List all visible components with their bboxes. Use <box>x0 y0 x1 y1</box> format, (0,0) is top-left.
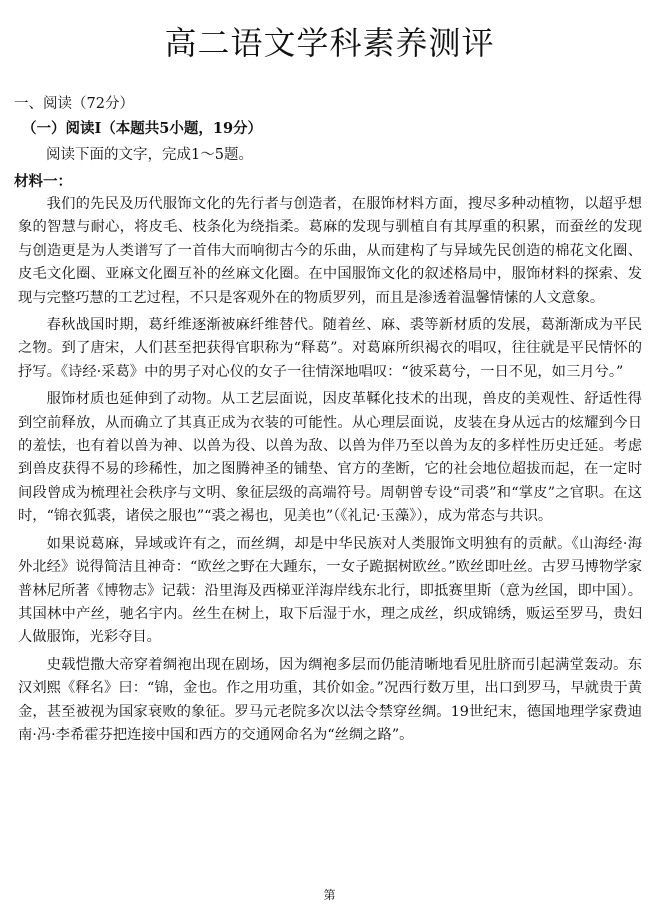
material-body <box>18 193 642 751</box>
paragraph: 服饰材质也延伸到了动物。从工艺层面说，因皮革鞣化技术的出现，兽皮的美观性、舒适性得到空前释放，从而确立了其真正成为衣装的可能性。从心理层面说，皮装在身从远古的炫耀到今日的羞怯，也有着以兽为神、以兽为役、以兽为敌、以兽为伴乃至以兽为友的多样性历史迁延。考虑到兽皮获得不易的珍稀性，加之图腾神圣的铺垫、官方的垄断，它的社会地位超拔而起，在一定时间段曾成为梳理社会秩序与文明、象征层级的高端符号。周朝曾专设“司裘”和“掌皮”之官职。在这时，“锦衣狐裘，诸侯之服也”“裘之裼也，见美也”（《礼记·玉藻》），成为常态与共识。 <box>18 391 642 525</box>
paragraph: 我们的先民及历代服饰文化的先行者与创造者，在服饰材料方面，搜尽多种动植物，以超乎想象的智慧与耐心，将皮毛、枝条化为绕指柔。葛麻的发现与驯植自有其厚重的积累，而蚕丝的发现与创造更是为人类谱写了一首伟大而响彻古今的乐曲，从而建构了与异域先民创造的棉花文化圈、皮毛文化圈、亚麻文化圈互补的丝麻文化圈。在中国服饰文化的叙述格局中，服饰材料的探索、发现与完整巧慧的工艺过程，不只是客观外在的物质罗列，而且是渗透着温馨情愫的人文意象。 <box>18 196 642 306</box>
paragraph: 史载恺撒大帝穿着绸袍出现在剧场，因为绸袍多层而仍能清晰地看见肚脐而引起满堂轰动。东汉刘熙《释名》曰：“锦，金也。作之用功重，其价如金。”况西行数万里，出口到罗马，早就贵于黄金，甚至被视为国家衰败的象征。罗马元老院多次以法令禁穿丝绸。19世纪末，德国地理学家费迪南·冯·李希霍芬把连接中国和西方的交通网命名为“丝绸之路”。 <box>18 656 642 743</box>
material-label: 材料一： <box>14 173 72 190</box>
exam-title: 高二语文学科素养测评 <box>164 24 495 62</box>
paragraph: 春秋战国时期，葛纤维逐渐被麻纤维替代。随着丝、麻、裘等新材质的发展，葛渐渐成为平民之物。到了唐宋，人们甚至把获得官职称为“释葛”。对葛麻所织褐衣的唱叹，往往就是平民情怀的抒写。《诗经·采葛》中的男子对心仪的女子一往情深地唱叹：“彼采葛兮，一日不见，如三月兮。” <box>18 317 642 380</box>
page-number: 第 <box>323 888 336 902</box>
reading-instruction: 阅读下面的文字，完成1～5题。 <box>46 147 253 163</box>
section-heading: 一、阅读（72分） <box>14 96 134 112</box>
paragraph: 如果说葛麻，异域或许有之，而丝绸，却是中华民族对人类服饰文明独有的贡献。《山海经·海外北经》说得简洁且神奇：“欧丝之野在大踵东，一女子跪据树欧丝。”欧丝即吐丝。古罗马博物学家普林尼所著《博物志》记载：沿里海及西梯亚洋海岸线东北行，即抵赛里斯（意为丝国，即中国）。其国林中产丝，驰名宇内。丝生在树上，取下后湿于水，理之成丝，织成锦绣，贩运至罗马，贵妇人做服饰，光彩夺目。 <box>18 535 642 646</box>
subsection-heading: （一）阅读Ⅰ（本题共5小题，19分） <box>22 120 263 137</box>
